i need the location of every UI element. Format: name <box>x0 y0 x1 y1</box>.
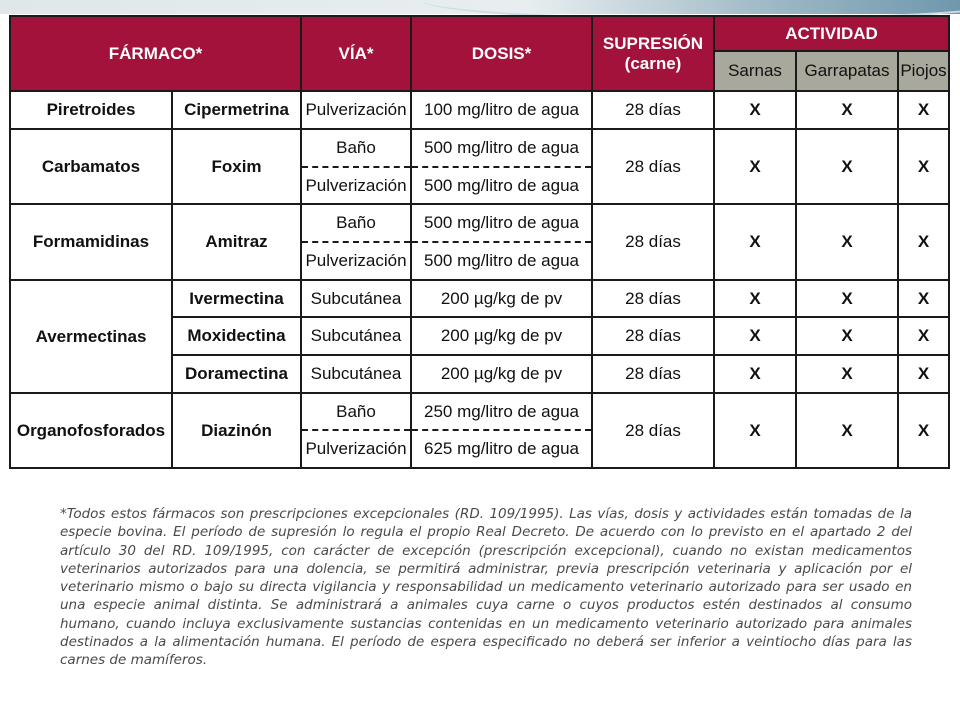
table-row <box>10 204 949 242</box>
header-dosis: DOSIS* <box>411 16 592 91</box>
antiparasitic-drugs-table <box>9 15 950 469</box>
family-cell: Piretroides <box>10 91 172 129</box>
family-cell: Formamidinas <box>10 204 172 280</box>
garrapatas-check: X <box>796 129 898 204</box>
sarnas-check: X <box>714 280 796 317</box>
piojos-check: X <box>898 280 949 317</box>
via-cell: Baño <box>301 393 411 430</box>
via-cell: Subcutánea <box>301 355 411 393</box>
header-supresion-line1: SUPRESIÓN <box>602 33 704 53</box>
sarnas-check: X <box>714 204 796 280</box>
dosis-cell: 100 mg/litro de agua <box>411 91 592 129</box>
via-cell: Pulverización <box>301 430 411 468</box>
header-actividad: ACTIVIDAD <box>714 16 949 51</box>
sarnas-check: X <box>714 355 796 393</box>
table-row <box>10 129 949 167</box>
piojos-check: X <box>898 129 949 204</box>
garrapatas-check: X <box>796 393 898 468</box>
header-supresion-line2: (carne) <box>624 53 682 73</box>
header-farmaco: FÁRMACO* <box>10 16 301 91</box>
piojos-check: X <box>898 317 949 355</box>
drug-cell: Cipermetrina <box>172 91 301 129</box>
drug-cell: Diazinón <box>172 393 301 468</box>
dosis-cell: 250 mg/litro de agua <box>411 393 592 430</box>
table-row <box>10 91 949 129</box>
via-cell: Pulverización <box>301 167 411 204</box>
supresion-cell: 28 días <box>592 393 714 468</box>
table-row <box>10 280 949 317</box>
table-row <box>10 393 949 430</box>
header-garrapatas: Garrapatas <box>796 51 898 91</box>
via-cell: Subcutánea <box>301 317 411 355</box>
drug-cell: Ivermectina <box>172 280 301 317</box>
supresion-cell: 28 días <box>592 355 714 393</box>
header-sarnas: Sarnas <box>714 51 796 91</box>
piojos-check: X <box>898 91 949 129</box>
dosis-cell: 500 mg/litro de agua <box>411 204 592 242</box>
via-cell: Subcutánea <box>301 280 411 317</box>
sarnas-check: X <box>714 129 796 204</box>
dosis-cell: 625 mg/litro de agua <box>411 430 592 468</box>
piojos-check: X <box>898 204 949 280</box>
drug-cell: Foxim <box>172 129 301 204</box>
garrapatas-check: X <box>796 317 898 355</box>
garrapatas-check: X <box>796 204 898 280</box>
via-cell: Pulverización <box>301 242 411 280</box>
dosis-cell: 200 µg/kg de pv <box>411 355 592 393</box>
drug-cell: Doramectina <box>172 355 301 393</box>
piojos-check: X <box>898 393 949 468</box>
piojos-check: X <box>898 355 949 393</box>
dosis-cell: 500 mg/litro de agua <box>411 129 592 167</box>
family-cell: Avermectinas <box>10 280 172 393</box>
sarnas-check: X <box>714 393 796 468</box>
header-piojos: Piojos <box>898 51 949 91</box>
header-via: VÍA* <box>301 16 411 91</box>
supresion-cell: 28 días <box>592 91 714 129</box>
drug-cell: Moxidectina <box>172 317 301 355</box>
family-cell: Organofosforados <box>10 393 172 468</box>
footnote: *Todos estos fármacos son prescripciones excepcionales (RD. 109/1995). Las vías, dosis y actividades están tomadas de la especie bovina. El período de supresión lo regula el propio Real Decreto. De acuerdo con lo previsto en el apartado 2 del artículo 30 del RD. 109/1995, con carácter de excepción (prescripción excepcional), cuando no existan medicamentos veterinarios autorizados para una dolencia, se permitirá administrar, previa prescripción veterinaria y aplicación por el veterinario mismo o bajo su directa vigilancia y responsabilidad un medicamento veterinario autorizado para ser usado en una especie animal distinta. Se administrará a animales cuya carne o cuyos productos estén destinados al consumo humano, cuando incluya exclusivamente sustancias contenidas en un medicamento veterinario autorizado para animales destinados a la alimentación humana. El período de espera especificado no deberá ser inferior a veintiocho días para las carnes de mamíferos. <box>60 506 912 669</box>
dosis-cell: 200 µg/kg de pv <box>411 280 592 317</box>
sarnas-check: X <box>714 317 796 355</box>
dosis-cell: 200 µg/kg de pv <box>411 317 592 355</box>
family-cell: Carbamatos <box>10 129 172 204</box>
supresion-cell: 28 días <box>592 129 714 204</box>
garrapatas-check: X <box>796 280 898 317</box>
supresion-cell: 28 días <box>592 204 714 280</box>
garrapatas-check: X <box>796 355 898 393</box>
drug-cell: Amitraz <box>172 204 301 280</box>
dosis-cell: 500 mg/litro de agua <box>411 167 592 204</box>
header-supresion <box>592 16 714 91</box>
garrapatas-check: X <box>796 91 898 129</box>
sarnas-check: X <box>714 91 796 129</box>
supresion-cell: 28 días <box>592 280 714 317</box>
supresion-cell: 28 días <box>592 317 714 355</box>
via-cell: Pulverización <box>301 91 411 129</box>
via-cell: Baño <box>301 204 411 242</box>
dosis-cell: 500 mg/litro de agua <box>411 242 592 280</box>
via-cell: Baño <box>301 129 411 167</box>
